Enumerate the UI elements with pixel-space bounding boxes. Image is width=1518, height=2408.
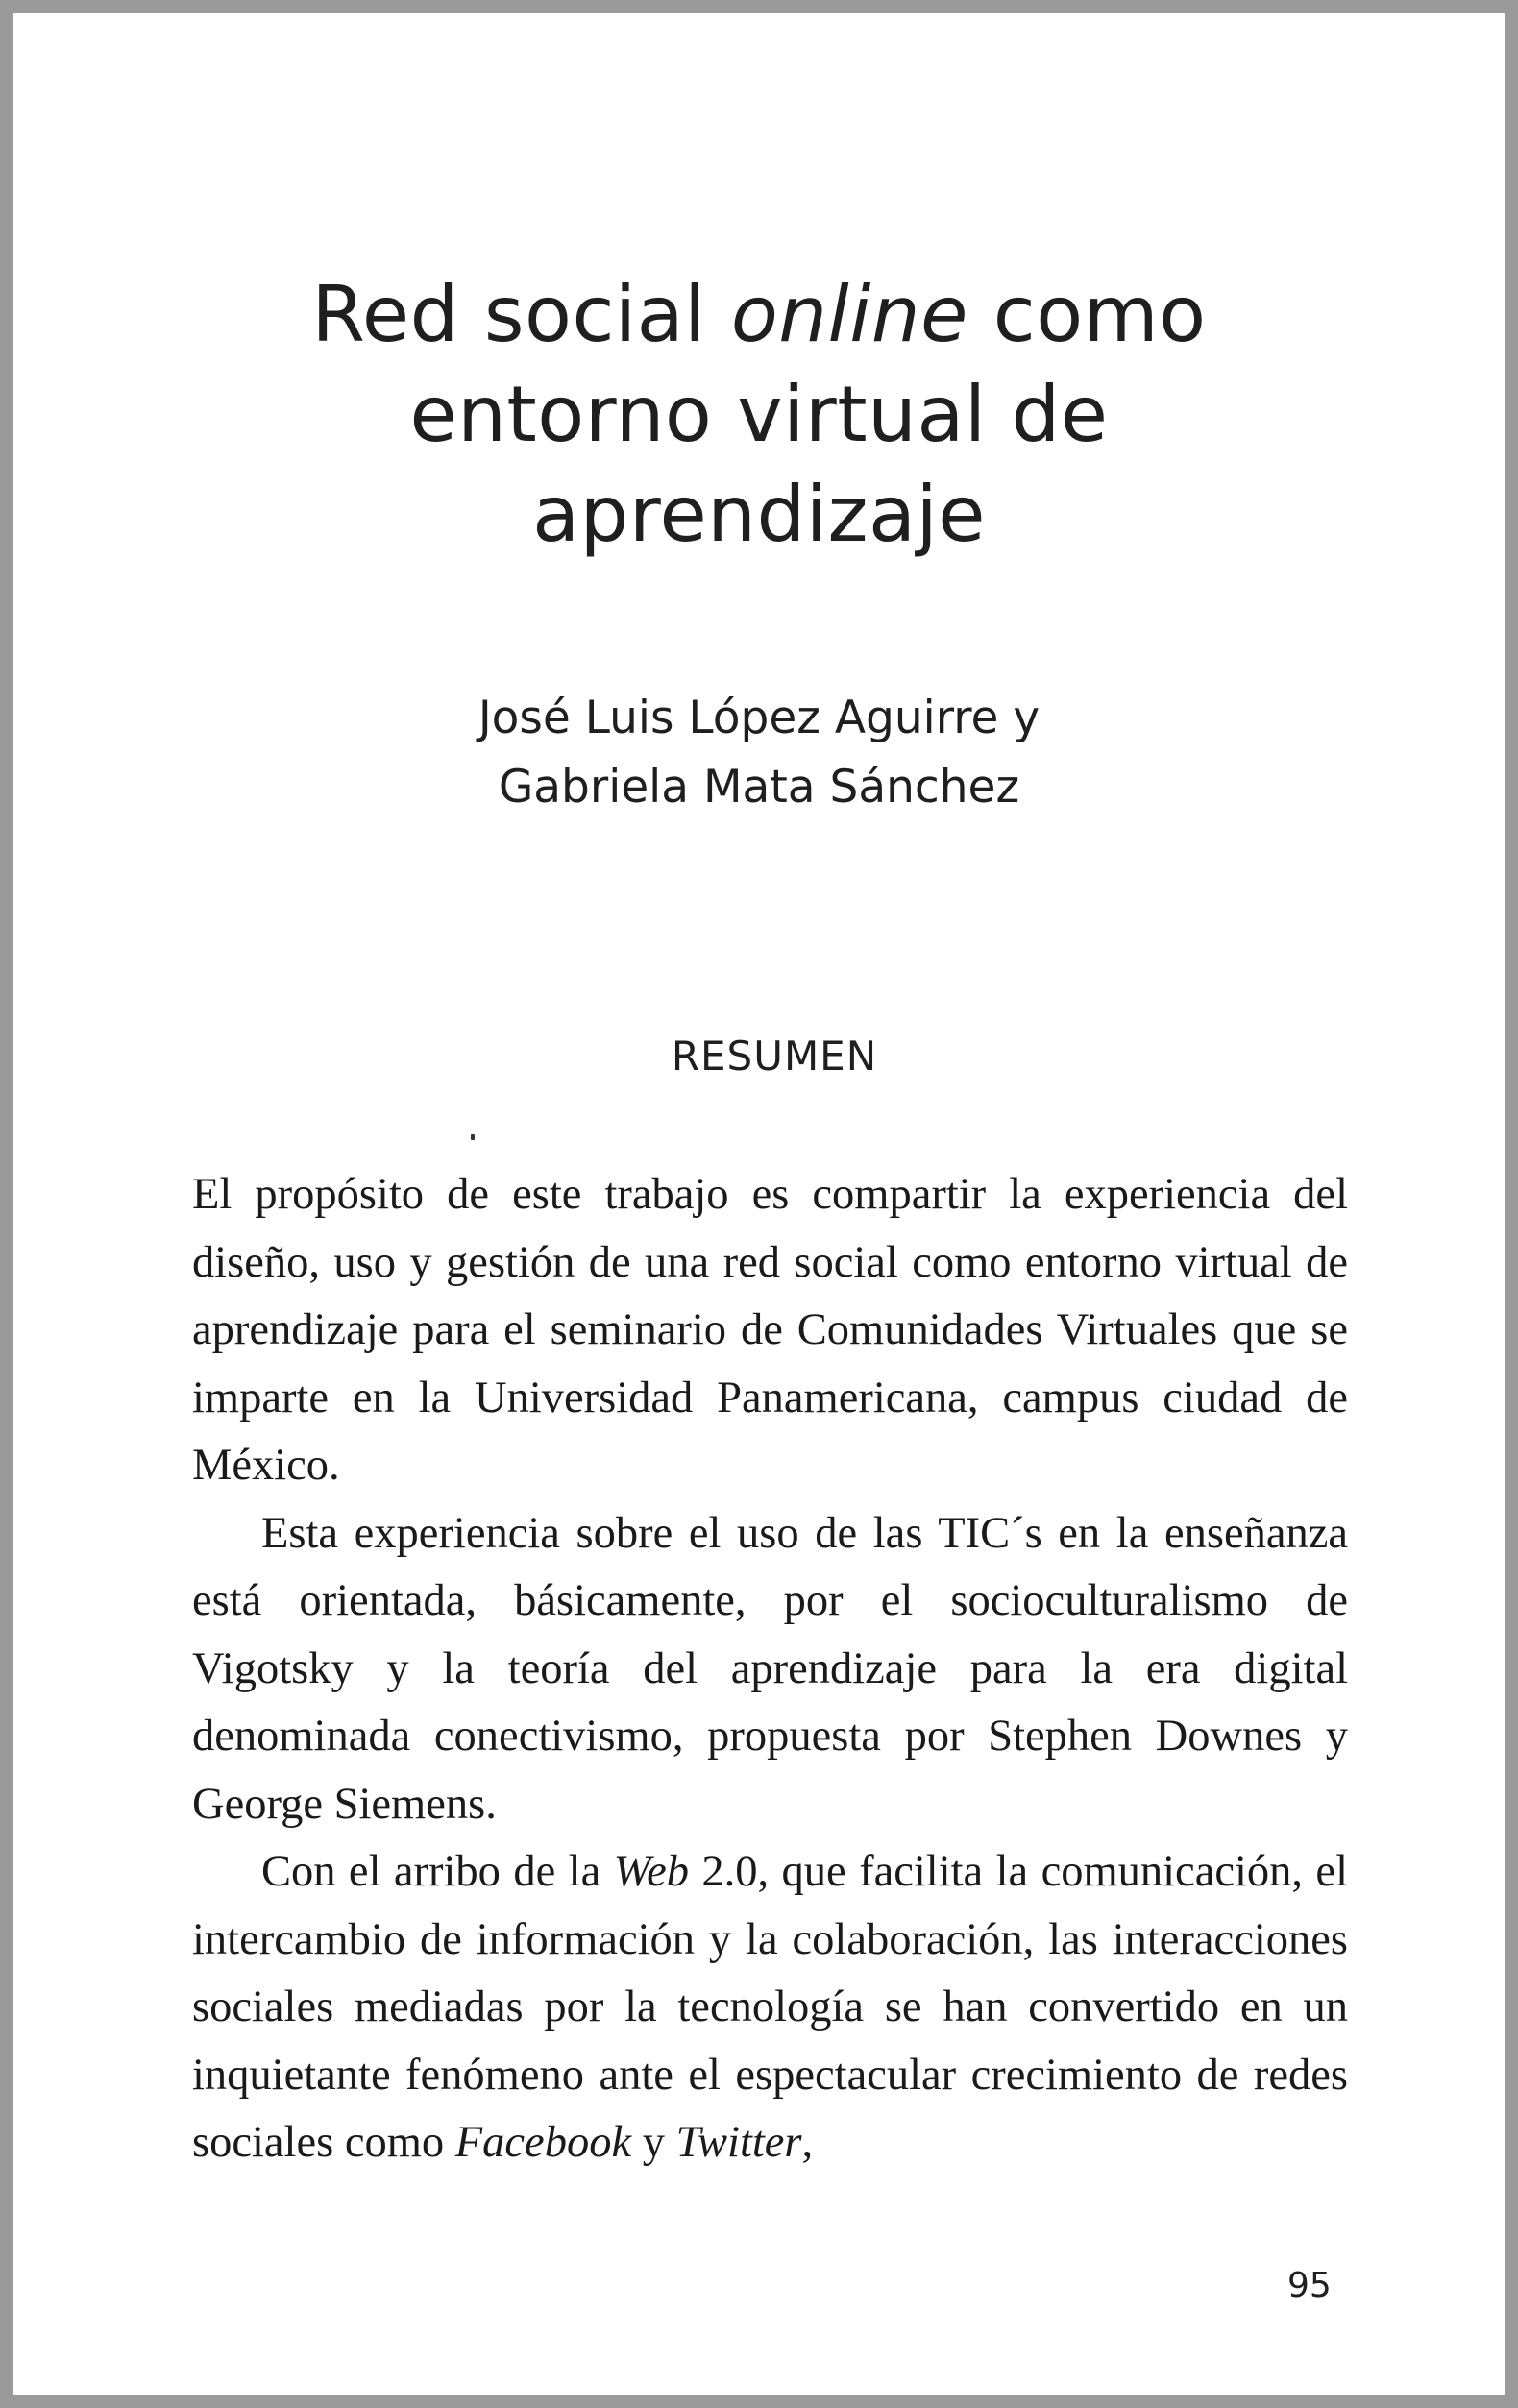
title-text: como bbox=[967, 270, 1207, 359]
title-line-2: entorno virtual de bbox=[409, 370, 1109, 459]
abstract-body bbox=[192, 1161, 1348, 2177]
book-page bbox=[13, 13, 1505, 2395]
title-text: Red social bbox=[311, 270, 731, 359]
abstract-paragraph-1: El propósito de este trabajo es compartir la experiencia del diseño, uso y gestión de una red social como entorno virtual de aprendizaje para el seminario de Comunidades Virtuales que se imparte en la Universidad Panamericana, campus ciudad de México. bbox=[192, 1170, 1348, 1490]
italic-web: Web bbox=[613, 1847, 689, 1896]
article-title bbox=[13, 265, 1505, 565]
paragraph-text: , bbox=[801, 2118, 814, 2167]
italic-twitter: Twitter bbox=[675, 2118, 802, 2167]
authors bbox=[13, 684, 1505, 822]
abstract-paragraph-2: Esta experiencia sobre el uso de las TIC´s en la enseñanza está orientada, básicamente, por el socioculturalismo de Vigotsky y la teoría del aprendizaje para la era digital denominada conectivismo, propuesta por Stephen Downes y George Siemens. bbox=[192, 1508, 1348, 1829]
author-line-1: José Luis López Aguirre y bbox=[477, 692, 1041, 744]
paragraph-text: Con el arribo de la bbox=[261, 1847, 614, 1896]
print-speck bbox=[471, 1134, 475, 1140]
abstract-heading: RESUMEN bbox=[671, 1033, 878, 1080]
title-line-1 bbox=[13, 265, 1505, 365]
author-line-2: Gabriela Mata Sánchez bbox=[498, 761, 1020, 814]
title-line-3: aprendizaje bbox=[532, 470, 986, 559]
paragraph-text: 2.0, que facilita la comunicación, el intercambio de información y la colaboración, las interacciones sociales mediadas por la tecnología se han convertido en un inquietante fenómeno ante el espectacular crecimiento de redes sociales como bbox=[192, 1847, 1348, 2167]
italic-facebook: Facebook bbox=[454, 2118, 632, 2167]
title-italic-online: online bbox=[730, 270, 968, 359]
page-number: 95 bbox=[1287, 2266, 1332, 2305]
paragraph-text: y bbox=[631, 2118, 676, 2167]
abstract-paragraph-3 bbox=[192, 1838, 1348, 2177]
